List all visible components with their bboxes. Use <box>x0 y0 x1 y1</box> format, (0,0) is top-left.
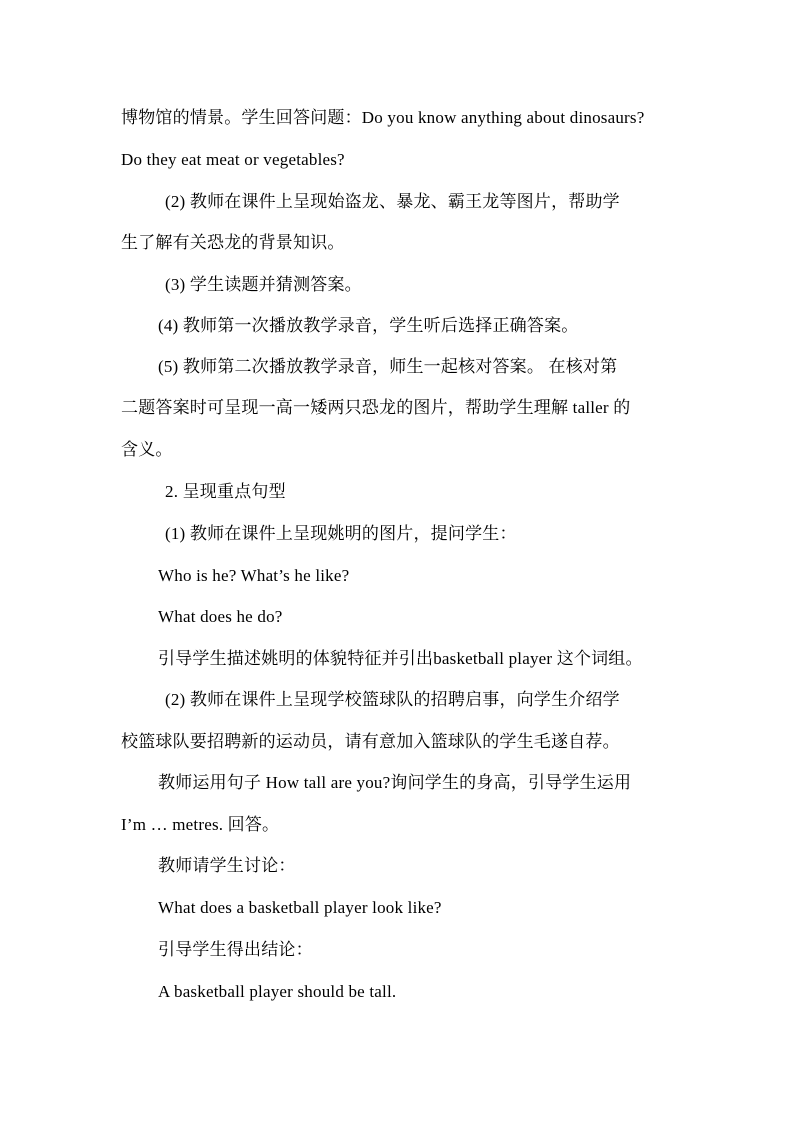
text-line: (1) 教师在课件上呈现姚明的图片，提问学生： <box>165 524 517 543</box>
text-line: (5) 教师第二次播放教学录音，师生一起核对答案。 在核对第 <box>158 357 618 376</box>
text-line: (4) 教师第一次播放教学录音，学生听后选择正确答案。 <box>158 316 579 335</box>
text-line: What does a basketball player look like? <box>158 898 442 917</box>
text-line: Do they eat meat or vegetables? <box>121 150 345 169</box>
text-line: 教师运用句子 How tall are you?询问学生的身高，引导学生运用 <box>158 773 632 792</box>
text-line: 教师请学生讨论： <box>158 856 296 875</box>
text-line: 生了解有关恐龙的背景知识。 <box>121 233 345 252</box>
text-line: I’m … metres. 回答。 <box>121 815 280 834</box>
text-line: Who is he? What’s he like? <box>158 566 350 585</box>
text-line: (2) 教师在课件上呈现学校篮球队的招聘启事，向学生介绍学 <box>165 690 620 709</box>
text-line: 引导学生得出结论： <box>158 940 313 959</box>
text-line: 博物馆的情景。学生回答问题：Do you know anything about dinosaurs? <box>121 108 645 127</box>
text-line: A basketball player should be tall. <box>158 982 397 1001</box>
text-line: 二题答案时可呈现一高一矮两只恐龙的图片，帮助学生理解 taller 的 <box>121 398 631 417</box>
text-line: (3) 学生读题并猜测答案。 <box>165 275 362 294</box>
text-line: (2) 教师在课件上呈现始盗龙、暴龙、霸王龙等图片，帮助学 <box>165 192 620 211</box>
section-heading: 2. 呈现重点句型 <box>165 482 286 501</box>
text-line: 引导学生描述姚明的体貌特征并引出basketball player 这个词组。 <box>158 649 643 668</box>
text-line: What does he do? <box>158 607 283 626</box>
text-line: 校篮球队要招聘新的运动员，请有意加入篮球队的学生毛遂自荐。 <box>121 732 620 751</box>
text-line: 含义。 <box>121 440 173 459</box>
